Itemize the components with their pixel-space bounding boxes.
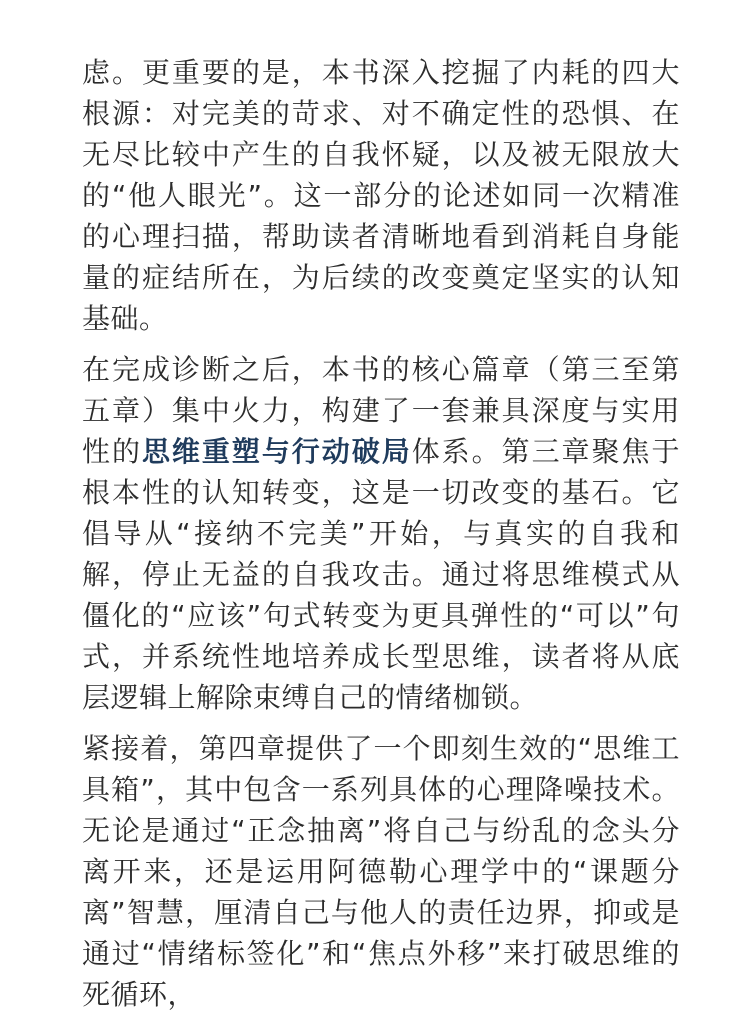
paragraph-text: 虑。更重要的是，本书深入挖掘了内耗的四大根源：对完美的苛求、对不确定性的恐惧、在无尽比较中产生的自我怀疑，以及被无限放大的“他人眼光”。这一部分的论述如同一次精准的心理扫描，帮助读者清晰地看到消耗自身能量的症结所在，为后续的改变奠定坚实的认知基础。 [82,56,680,335]
paragraph-text-before: 在完成诊断之后，本书的核心篇章（第三至第五章）集中火力，构建了一套兼具深度与实用性的 [82,353,680,468]
paragraph-root-causes [82,52,680,339]
paragraph-core-chapters [82,349,680,718]
paragraph-thinking-toolbox [82,728,680,1015]
paragraph-text-after: 体系。第三章聚焦于根本性的认知转变，这是一切改变的基石。它倡导从“接纳不完美”开始，与真实的自我和解，停止无益的自我攻击。通过将思维模式从僵化的“应该”句式转变为更具弹性的“可以”句式，并系统性地培养成长型思维，读者将从底层逻辑上解除束缚自己的情绪枷锁。 [82,435,680,714]
highlighted-term: 思维重塑与行动破局 [141,435,412,468]
paragraph-text: 紧接着，第四章提供了一个即刻生效的“思维工具箱”，其中包含一系列具体的心理降噪技术。无论是通过“正念抽离”将自己与纷乱的念头分离开来，还是运用阿德勒心理学中的“课题分离”智慧，厘清自己与他人的责任边界，抑或是通过“情绪标签化”和“焦点外移”来打破思维的死循环， [82,732,680,1011]
